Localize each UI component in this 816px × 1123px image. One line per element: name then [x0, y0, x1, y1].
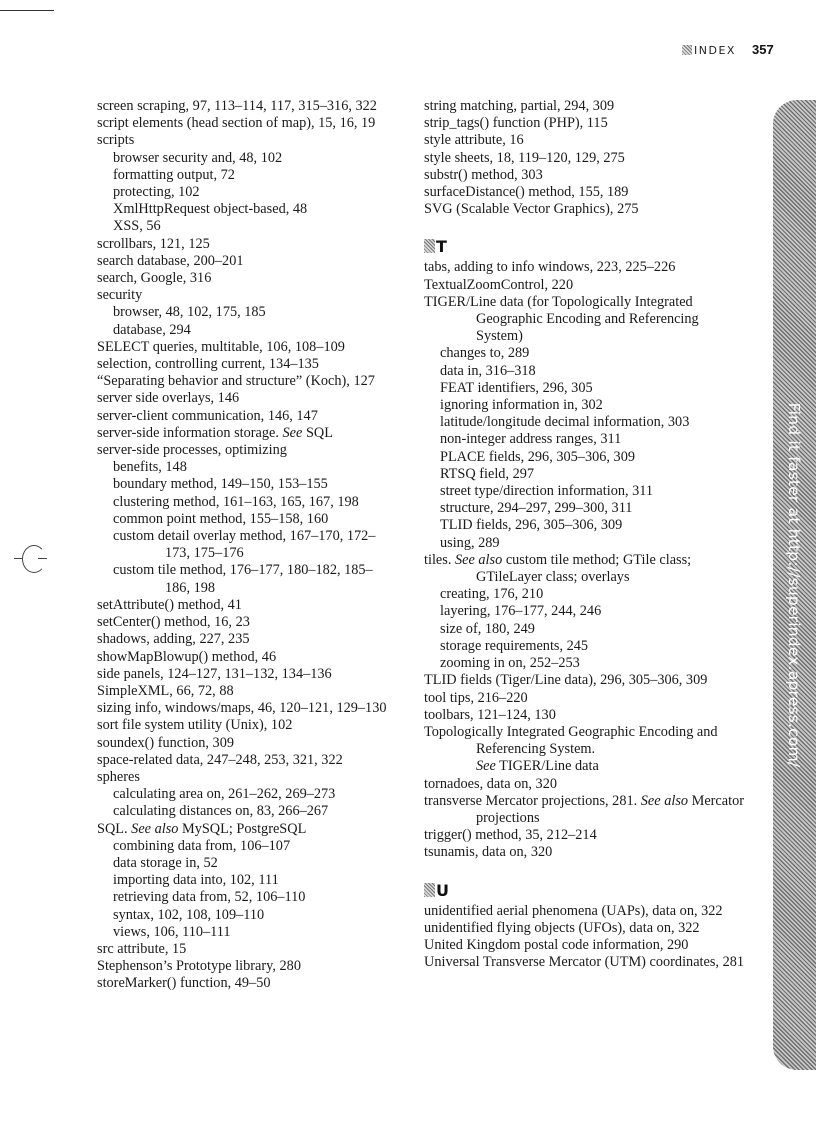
index-entry: scrollbars, 121, 125 — [97, 235, 210, 252]
index-entry: strip_tags() function (PHP), 115 — [424, 115, 608, 132]
index-subentry: database, 294 — [113, 321, 191, 338]
index-subentry: syntax, 102, 108, 109–110 — [113, 906, 265, 923]
letter-tab-icon — [424, 239, 435, 253]
header-tab-icon — [682, 45, 692, 55]
index-entry: server-side processes, optimizing — [97, 442, 287, 459]
index-subentry: data storage in, 52 — [113, 854, 218, 871]
index-entry: TLID fields (Tiger/Line data), 296, 305–306, 309 — [424, 672, 708, 689]
letter-heading-u: U — [424, 882, 744, 900]
index-entry: scripts — [97, 132, 135, 149]
index-entry: “Separating behavior and structure” (Koch), 127 — [97, 373, 375, 390]
index-subentry: common point method, 155–158, 160 — [113, 510, 329, 527]
see-reference: See — [476, 758, 496, 775]
page-number: 357 — [752, 42, 774, 57]
index-entry: server-client communication, 146, 147 — [97, 407, 318, 424]
index-subentry: clustering method, 161–163, 165, 167, 198 — [113, 493, 359, 510]
index-column-right — [424, 98, 744, 971]
index-entry: setCenter() method, 16, 23 — [97, 614, 250, 631]
index-subentry: TLID fields, 296, 305–306, 309 — [440, 517, 623, 534]
index-entry: sizing info, windows/maps, 46, 120–121, 129–130 — [97, 700, 387, 717]
index-subentry: storage requirements, 245 — [440, 637, 589, 654]
index-entry: search, Google, 316 — [97, 270, 212, 287]
letter-heading-t: T — [424, 238, 744, 256]
index-entry: style attribute, 16 — [424, 132, 524, 149]
index-entry: sort file system utility (Unix), 102 — [97, 717, 293, 734]
index-subentry: custom detail overlay method, 167–170, 172–173, 175–176 — [113, 528, 376, 562]
index-subentry: changes to, 289 — [440, 345, 530, 362]
index-entry: style sheets, 18, 119–120, 129, 275 — [424, 149, 625, 166]
index-entry: src attribute, 15 — [97, 940, 187, 957]
index-subentry: custom tile method, 176–177, 180–182, 185–186, 198 — [113, 562, 373, 596]
index-entry: surfaceDistance() method, 155, 189 — [424, 184, 629, 201]
index-entry: SELECT queries, multitable, 106, 108–109 — [97, 338, 345, 355]
index-entry: tool tips, 216–220 — [424, 689, 528, 706]
crop-mark-top-left — [0, 10, 54, 11]
see-also-reference: See also — [640, 792, 689, 809]
index-entry: trigger() method, 35, 212–214 — [424, 827, 597, 844]
index-column-left — [97, 98, 393, 993]
index-subentry: zooming in on, 252–253 — [440, 655, 580, 672]
index-entry: server side overlays, 146 — [97, 390, 240, 407]
index-entry: script elements (head section of map), 15, 16, 19 — [97, 115, 376, 132]
index-subentry: ignoring information in, 302 — [440, 397, 603, 414]
index-subentry: combining data from, 106–107 — [113, 837, 291, 854]
index-subentry: latitude/longitude decimal information, 303 — [440, 414, 690, 431]
index-subentry: using, 289 — [440, 534, 500, 551]
index-entry: SimpleXML, 66, 72, 88 — [97, 682, 234, 699]
index-entry: unidentified aerial phenomena (UAPs), data on, 322 — [424, 902, 723, 919]
index-entry: substr() method, 303 — [424, 166, 543, 183]
index-entry: SQL. See also MySQL; PostgreSQL — [97, 820, 307, 837]
index-entry: TIGER/Line data (for Topologically Integrated Geographic Encoding and Referencing System) — [424, 293, 699, 345]
index-subentry: layering, 176–177, 244, 246 — [440, 603, 602, 620]
index-entry: space-related data, 247–248, 253, 321, 322 — [97, 751, 343, 768]
index-entry: shadows, adding, 227, 235 — [97, 631, 250, 648]
index-subentry: protecting, 102 — [113, 184, 200, 201]
index-subentry: street type/direction information, 311 — [440, 483, 654, 500]
index-subentry: size of, 180, 249 — [440, 620, 535, 637]
index-entry: Topologically Integrated Geographic Encoding and Referencing System. See TIGER/Line data — [424, 723, 718, 775]
index-subentry: RTSQ field, 297 — [440, 465, 535, 482]
index-entry: search database, 200–201 — [97, 252, 244, 269]
index-entry: tornadoes, data on, 320 — [424, 775, 558, 792]
index-entry: string matching, partial, 294, 309 — [424, 98, 615, 114]
index-entry: TextualZoomControl, 220 — [424, 276, 574, 293]
index-subentry: calculating area on, 261–262, 269–273 — [113, 786, 336, 803]
index-entry: storeMarker() function, 49–50 — [97, 975, 271, 992]
superindex-link[interactable]: Find it faster at http://superindex.apress.com/ — [785, 402, 803, 768]
index-entry: server-side information storage. See SQL — [97, 424, 333, 441]
index-subentry: FEAT identifiers, 296, 305 — [440, 379, 593, 396]
index-entry: security — [97, 287, 143, 304]
index-entry: Stephenson’s Prototype library, 280 — [97, 958, 301, 975]
index-entry: tabs, adding to info windows, 223, 225–226 — [424, 259, 676, 276]
running-header — [682, 44, 736, 57]
index-subentry: browser, 48, 102, 175, 185 — [113, 304, 266, 321]
index-entry: toolbars, 121–124, 130 — [424, 706, 556, 723]
index-entry: unidentified flying objects (UFOs), data on, 322 — [424, 919, 700, 936]
index-subentry: data in, 316–318 — [440, 362, 536, 379]
index-entry: screen scraping, 97, 113–114, 117, 315–316, 322 — [97, 98, 377, 114]
index-entry: side panels, 124–127, 131–132, 134–136 — [97, 665, 332, 682]
index-subentry: importing data into, 102, 111 — [113, 872, 279, 889]
index-subentry: non-integer address ranges, 311 — [440, 431, 622, 448]
index-subentry: calculating distances on, 83, 266–267 — [113, 803, 329, 820]
index-subentry: boundary method, 149–150, 153–155 — [113, 476, 328, 493]
index-subentry: PLACE fields, 296, 305–306, 309 — [440, 448, 635, 465]
index-entry: Universal Transverse Mercator (UTM) coordinates, 281 — [424, 954, 745, 971]
index-entry: transverse Mercator projections, 281. See also Mercator projections — [424, 792, 745, 826]
section-label: INDEX — [694, 44, 736, 57]
index-subentry: formatting output, 72 — [113, 166, 235, 183]
index-subentry: XSS, 56 — [113, 218, 161, 235]
letter-tab-icon — [424, 883, 435, 897]
registration-mark — [14, 544, 48, 574]
index-entry: tsunamis, data on, 320 — [424, 844, 553, 861]
index-subentry: retrieving data from, 52, 106–110 — [113, 889, 306, 906]
index-subentry: views, 106, 110–111 — [113, 923, 231, 940]
index-entry: setAttribute() method, 41 — [97, 596, 242, 613]
index-entry: United Kingdom postal code information, 290 — [424, 936, 689, 953]
index-entry: tiles. See also custom tile method; GTile class; GTileLayer class; overlays — [424, 551, 692, 586]
index-entry: selection, controlling current, 134–135 — [97, 356, 319, 373]
index-entry: soundex() function, 309 — [97, 734, 234, 751]
index-subentry: benefits, 148 — [113, 459, 187, 476]
see-also-reference: See also — [131, 820, 179, 837]
index-subentry: creating, 176, 210 — [440, 586, 544, 603]
index-subentry: XmlHttpRequest object-based, 48 — [113, 201, 308, 218]
index-entry: spheres — [97, 768, 140, 785]
see-also-reference: See also — [454, 551, 503, 568]
index-entry: showMapBlowup() method, 46 — [97, 648, 277, 665]
index-entry: SVG (Scalable Vector Graphics), 275 — [424, 201, 639, 218]
see-reference: See — [282, 424, 303, 441]
index-subentry: browser security and, 48, 102 — [113, 149, 283, 166]
index-subentry: structure, 294–297, 299–300, 311 — [440, 500, 633, 517]
